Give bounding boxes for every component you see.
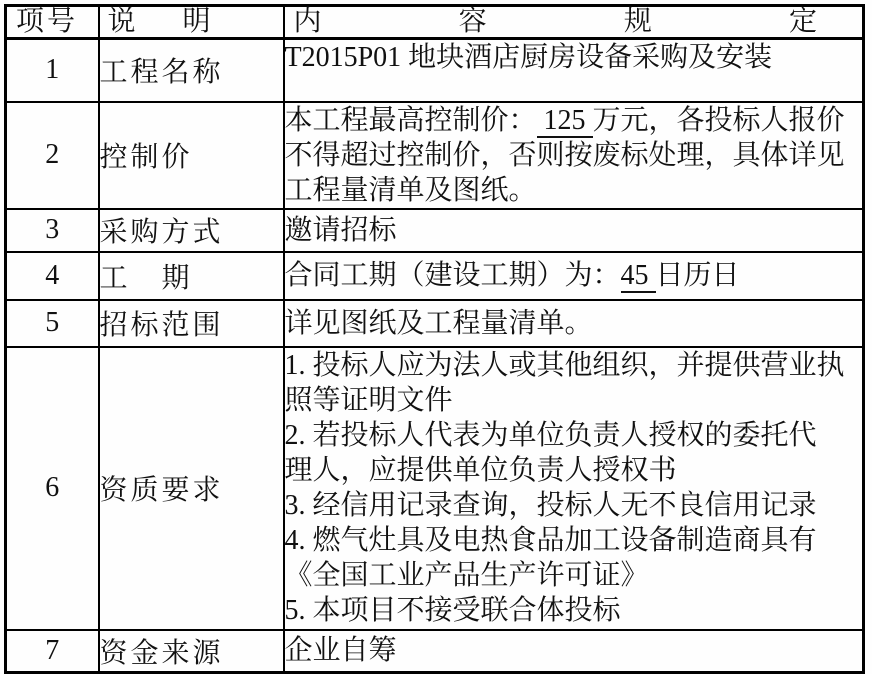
header-char: 定 [788,6,817,37]
item-no-cell: 4 [6,252,99,300]
table-row [6,39,864,102]
text-segment: 5. 本项目不接受联合体投标 [284,595,621,626]
text-segment: 本工程最高控制价： [284,104,537,136]
item-no-cell: 2 [6,102,99,209]
content-line [285,173,863,208]
description-cell: 资金来源 [99,630,284,673]
content-cell [284,39,864,102]
content-line [285,418,863,453]
underlined-value: 125 [536,104,593,136]
text-segment: 工程量清单及图纸。 [284,174,537,206]
content-cell [284,252,864,300]
text-segment: 照等证明文件 [284,385,453,416]
text-segment: 3. 经信用记录查询，投标人无不良信用记录 [284,490,817,521]
table-row [6,102,864,209]
header-cell-description [99,6,284,39]
content-line [285,383,863,418]
header-char: 明 [182,6,211,37]
table-row [6,252,864,300]
content-line [285,453,863,488]
content-line [285,213,863,248]
header-cell-content-provisions [284,6,864,39]
content-line [285,138,863,173]
text-segment: 4. 燃气灶具及电热食品加工设备制造商具有 [284,525,817,556]
content-line [285,593,863,628]
description-cell: 控制价 [99,102,284,209]
text-segment: 不得超过控制价，否则按废标处理，具体详见 [284,139,845,171]
text-segment: 邀请招标 [284,214,397,246]
header-char: 容 [458,6,487,37]
header-char: 内 [293,6,322,37]
content-cell [284,209,864,252]
text-segment: 详见图纸及工程量清单。 [284,307,593,339]
text-segment: 理人，应提供单位负责人授权书 [284,455,677,486]
header-char: 项 [16,6,45,37]
header-char: 说 [107,6,136,37]
content-line [285,488,863,523]
description-cell: 采购方式 [99,209,284,252]
content-cell [284,347,864,630]
content-line [285,306,863,341]
header-cell-item-no [6,6,99,39]
table-row [6,300,864,347]
content-line [285,558,863,593]
header-description-label [100,8,283,36]
text-segment: 《全国工业产品生产许可证》 [284,560,649,591]
content-cell [284,102,864,209]
header-char: 规 [623,6,652,37]
text-segment: 企业自筹 [284,635,397,666]
content-cell [284,300,864,347]
content-line [285,103,863,138]
item-no-cell: 3 [6,209,99,252]
text-segment: 合同工期（建设工期）为： [284,260,621,291]
underlined-value: 45 [620,260,656,291]
description-cell: 资质要求 [99,347,284,630]
content-line [285,523,863,558]
text-segment: 1. 投标人应为法人或其他组织，并提供营业执 [284,350,845,381]
description-cell: 招标范围 [99,300,284,347]
item-no-cell: 1 [6,39,99,102]
header-content-provisions-label [285,8,863,36]
item-no-cell: 7 [6,630,99,673]
table-row [6,347,864,630]
header-item-no-label [7,8,98,36]
content-line [285,633,863,668]
text-segment: 日历日 [655,260,740,291]
text-segment: 2. 若投标人代表为单位负责人授权的委托代 [284,420,817,451]
bid-conditions-table [4,4,865,674]
content-line [285,40,863,75]
table-row [6,209,864,252]
item-no-cell: 6 [6,347,99,630]
content-line [285,348,863,383]
text-segment: 万元，各投标人报价 [592,104,845,136]
description-cell: 工程名称 [99,39,284,102]
content-line [285,258,863,293]
description-cell: 工 期 [99,252,284,300]
header-char: 号 [47,6,76,37]
text-segment: T2015P01 地块酒店厨房设备采购及安装 [284,42,773,73]
header-row [6,6,864,39]
item-no-cell: 5 [6,300,99,347]
